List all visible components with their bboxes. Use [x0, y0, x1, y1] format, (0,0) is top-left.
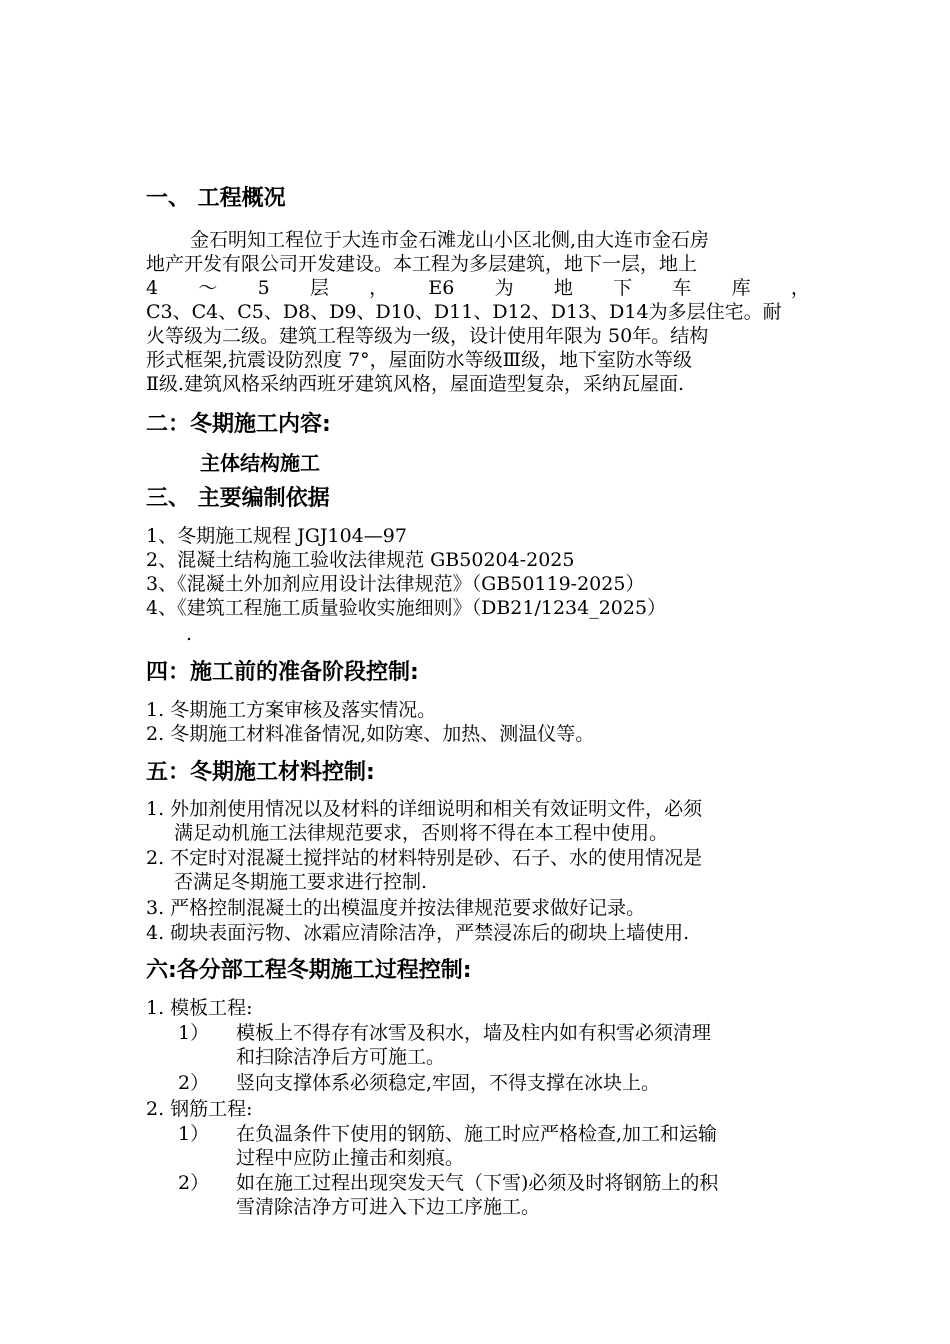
formwork-item-1-line-1: 模板上不得存有冰雪及积水，墙及柱内如有积雪必须清理 [236, 1022, 712, 1044]
material-line-6: 4. 砌块表面污物、冰霜应清除洁净，严禁浸冻后的砌块上墙使用. [146, 922, 690, 944]
rebar-item-1-line-2: 过程中应防止撞击和刻痕。 [236, 1147, 465, 1169]
section-6-heading: 六:各分部工程冬期施工过程控制: [146, 958, 472, 983]
word: 车 [672, 277, 692, 299]
section-1-line-7: Ⅱ级.建筑风格采纳西班牙建筑风格，屋面造型复杂，采纳瓦屋面. [146, 373, 684, 395]
section-4-heading: 四：施工前的准备阶段控制: [146, 660, 419, 685]
word: 下 [613, 277, 633, 299]
word: 地 [553, 277, 573, 299]
word: 层 [309, 277, 329, 299]
basis-item-3: 3、《混凝土外加剂应用设计法律规范》（GB50119-2025） [146, 573, 645, 595]
formwork-title: 1. 模板工程: [146, 997, 253, 1019]
material-line-5: 3. 严格控制混凝土的出模温度并按法律规范要求做好记录。 [146, 897, 646, 919]
basis-item-4: 4、《建筑工程施工质量验收实施细则》（DB21/1234_2025） [146, 597, 667, 619]
section-1-line-3 [146, 276, 810, 300]
material-line-1: 1. 外加剂使用情况以及材料的详细说明和相关有效证明文件，必须 [146, 798, 703, 820]
material-line-4: 否满足冬期施工要求进行控制. [174, 871, 428, 893]
rebar-item-1-number: 1） [178, 1123, 210, 1145]
rebar-item-2-number: 2） [178, 1172, 210, 1194]
rebar-item-2-line-2: 雪清除洁净方可进入下边工序施工。 [236, 1196, 541, 1218]
section-1-line-5: 火等级为二级。建筑工程等级为一级，设计使用年限为 50年。结构 [146, 325, 709, 347]
rebar-title: 2. 钢筋工程: [146, 1098, 253, 1120]
section-1-line-6: 形式框架,抗震设防烈度 7°，屋面防水等级Ⅲ级，地下室防水等级 [146, 349, 692, 371]
section-2-heading: 二：冬期施工内容: [146, 412, 331, 437]
section-1-heading: 一、 工程概况 [146, 186, 286, 211]
basis-trailing-dot: . [186, 623, 193, 645]
section-1-line-2: 地产开发有限公司开发建设。本工程为多层建筑，地下一层，地上 [146, 253, 698, 275]
rebar-item-2-line-1: 如在施工过程出现突发天气（下雪)必须及时将钢筋上的积 [236, 1172, 719, 1194]
basis-item-1: 1、冬期施工规程 JGJ104—97 [146, 525, 407, 547]
section-3-heading: 三、 主要编制依据 [146, 486, 330, 511]
section-1-line-1: 金石明知工程位于大连市金石滩龙山小区北侧,由大连市金石房 [190, 229, 710, 251]
section-1-line-4: C3、C4、C5、D8、D9、D10、D11、D12、D13、D14为多层住宅。耐 [146, 301, 782, 323]
basis-item-2: 2、混凝土结构施工验收法律规范 GB50204-2025 [146, 549, 575, 571]
rebar-item-1-line-1: 在负温条件下使用的钢筋、施工时应严格检查,加工和运输 [236, 1123, 718, 1145]
prep-item-2: 2. 冬期施工材料准备情况,如防寒、加热、测温仪等。 [146, 723, 595, 745]
word: 5 [257, 277, 270, 299]
formwork-item-2-line-1: 竖向支撑体系必须稳定,牢固，不得支撑在冰块上。 [236, 1072, 661, 1094]
word: 为 [494, 277, 514, 299]
section-2-item: 主体结构施工 [200, 451, 320, 475]
prep-item-1: 1. 冬期施工方案审核及落实情况。 [146, 699, 437, 721]
section-5-heading: 五：冬期施工材料控制: [146, 760, 375, 785]
word: ， [790, 277, 810, 299]
formwork-item-1-number: 1） [178, 1022, 210, 1044]
material-line-3: 2. 不定时对混凝土搅拌站的材料特别是砂、石子、水的使用情况是 [146, 847, 703, 869]
word: ， [369, 277, 389, 299]
word: 4 [146, 277, 159, 299]
word: ～ [198, 277, 218, 299]
material-line-2: 满足动机施工法律规范要求，否则将不得在本工程中使用。 [174, 822, 669, 844]
word: E6 [428, 277, 455, 299]
formwork-item-1-line-2: 和扫除洁净后方可施工。 [236, 1046, 446, 1068]
formwork-item-2-number: 2） [178, 1072, 210, 1094]
word: 库 [731, 277, 751, 299]
